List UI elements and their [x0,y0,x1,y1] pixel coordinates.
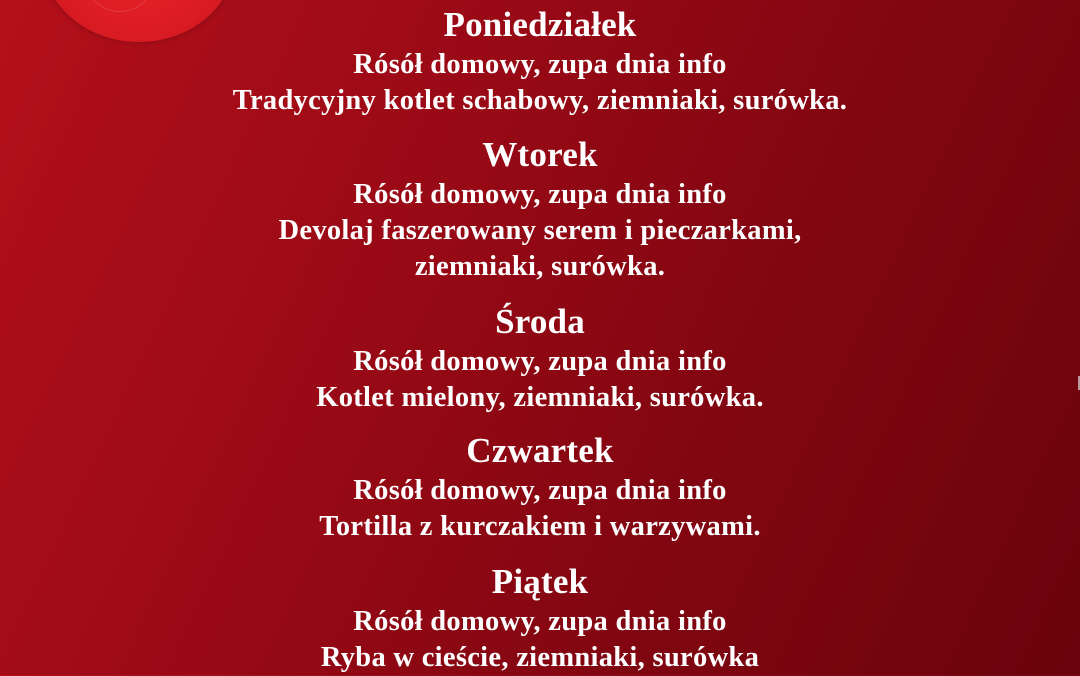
dish-friday-soup: Rósół domowy, zupa dnia info [353,606,727,637]
dish-thursday-main: Tortilla z kurczakiem i warzywami. [319,511,761,542]
dish-monday-soup: Rósół domowy, zupa dnia info [353,49,727,80]
day-monday [0,5,1080,119]
day-name-tuesday: Wtorek [482,135,598,174]
day-thursday [0,431,1080,545]
day-tuesday [0,135,1080,285]
dish-friday-main: Ryba w cieście, ziemniaki, surówka [320,642,760,673]
day-wednesday [0,302,1080,416]
day-friday [0,562,1080,676]
dish-monday-main: Tradycyjny kotlet schabowy, ziemniaki, surówka. [232,85,848,116]
dish-tuesday-sides: ziemniaki, surówka. [414,251,666,282]
dish-thursday-soup: Rósół domowy, zupa dnia info [353,475,727,506]
dish-wednesday-main: Kotlet mielony, ziemniaki, surówka. [316,382,764,413]
day-name-friday: Piątek [491,562,589,601]
day-name-wednesday: Środa [495,302,585,341]
day-name-thursday: Czwartek [466,431,614,470]
day-name-monday: Poniedziałek [443,5,637,44]
dish-tuesday-soup: Rósół domowy, zupa dnia info [353,179,727,210]
dish-wednesday-soup: Rósół domowy, zupa dnia info [353,346,727,377]
dish-tuesday-main: Devolaj faszerowany serem i pieczarkami, [278,215,802,246]
